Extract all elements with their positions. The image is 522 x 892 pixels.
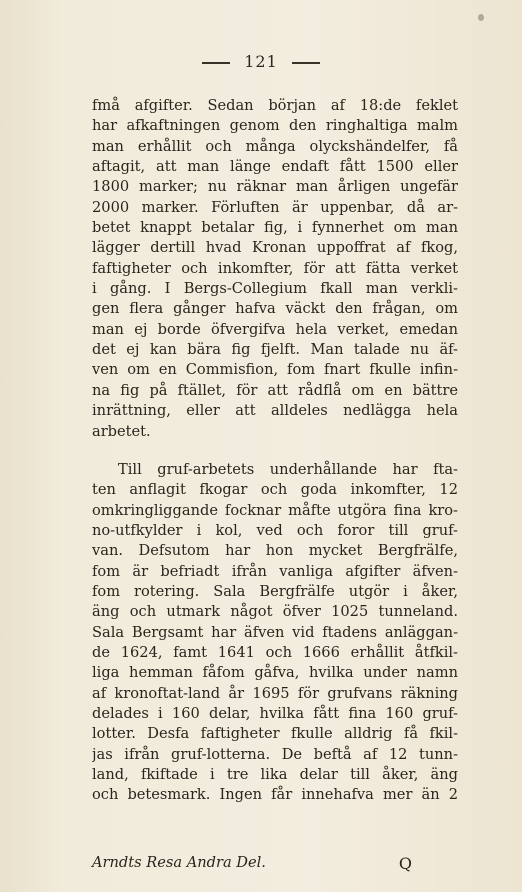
text-line: van. Defsutom har hon mycket Bergfrälfe, — [92, 542, 458, 560]
text-line: och betesmark. Ingen får innehafva mer än 2 — [92, 786, 458, 804]
text-line: inrättning, eller att alldeles nedlägga hela — [92, 402, 458, 420]
text-line: arbetet. — [92, 422, 151, 440]
text-line: fom rotering. Sala Bergfrälfe utgör i åker, — [92, 582, 458, 600]
header-dash-left — [202, 62, 230, 64]
text-line: ten anflagit fkogar och goda inkomfter, 12 — [92, 481, 458, 499]
paragraph-gap — [92, 442, 458, 460]
text-line: det ej kan bära fig fjelft. Man talade nu äf- — [92, 341, 458, 359]
text-line: fom är befriadt ifrån vanliga afgifter äfven- — [92, 562, 458, 580]
signature-mark: Q — [398, 854, 412, 873]
page-number: 121 — [244, 52, 278, 71]
footer-title: Arndts Resa Andra Del. — [92, 854, 266, 871]
text-line: no-utfkylder i kol, ved och foror till gruf- — [92, 521, 458, 539]
text-line: jas ifrån gruf-lotterna. De beftå af 12 tunn- — [92, 745, 458, 763]
text-line: man ej borde öfvergifva hela verket, emedan — [92, 320, 458, 338]
paragraph-1 — [92, 96, 458, 442]
text-line: na fig på ftället, för att rådflå om en bättre — [92, 381, 458, 399]
text-line: Till gruf-arbetets underhållande har fta- — [118, 460, 458, 478]
page-header — [0, 52, 522, 71]
text-line: Sala Bergsamt har äfven vid ftadens anläggan- — [92, 623, 458, 641]
text-line: har afkaftningen genom den ringhaltiga malm — [92, 117, 458, 135]
text-line: 1800 marker; nu räknar man årligen ungefär — [92, 178, 458, 196]
text-line: aftagit, att man länge endaft fått 1500 eller — [92, 158, 458, 176]
body-text — [92, 96, 458, 806]
header-dash-right — [292, 62, 320, 64]
text-line: lotter. Desfa faftigheter fkulle alldrig få fkil- — [92, 725, 458, 743]
text-line: man erhållit och många olyckshändelfer, få — [92, 137, 458, 155]
text-line: land, fkiftade i tre lika delar till åker, äng — [92, 766, 458, 783]
ink-stain — [478, 14, 484, 21]
text-line: delades i 160 delar, hvilka fått fina 160 gruf- — [92, 704, 458, 722]
text-line: 2000 marker. Förluften är uppenbar, då ar- — [92, 198, 458, 216]
text-line: gen flera gånger hafva väckt den frågan, om — [92, 300, 458, 318]
text-line: de 1624, famt 1641 och 1666 erhållit åtfkil- — [92, 643, 458, 661]
text-line: af kronoftat-land år 1695 för grufvans räkning — [92, 684, 458, 702]
text-line: omkringliggande focknar måfte utgöra fina kro- — [92, 501, 458, 519]
text-line: äng och utmark något öfver 1025 tunneland. — [92, 603, 458, 621]
text-line: fmå afgifter. Sedan början af 18:de feklet — [92, 97, 458, 114]
text-line: liga hemman fåfom gåfva, hvilka under namn — [92, 664, 458, 682]
text-line: faftigheter och inkomfter, för att fätta verket — [92, 259, 458, 277]
paragraph-2 — [92, 460, 458, 806]
text-line: i gång. I Bergs-Collegium fkall man verkli- — [92, 280, 458, 298]
page-footer — [92, 854, 458, 874]
text-line: lägger dertill hvad Kronan uppoffrat af fkog, — [92, 239, 458, 257]
text-line: ven om en Commisfion, fom fnart fkulle infin- — [92, 361, 458, 379]
text-line: betet knappt betalar fig, i fynnerhet om man — [92, 219, 458, 237]
